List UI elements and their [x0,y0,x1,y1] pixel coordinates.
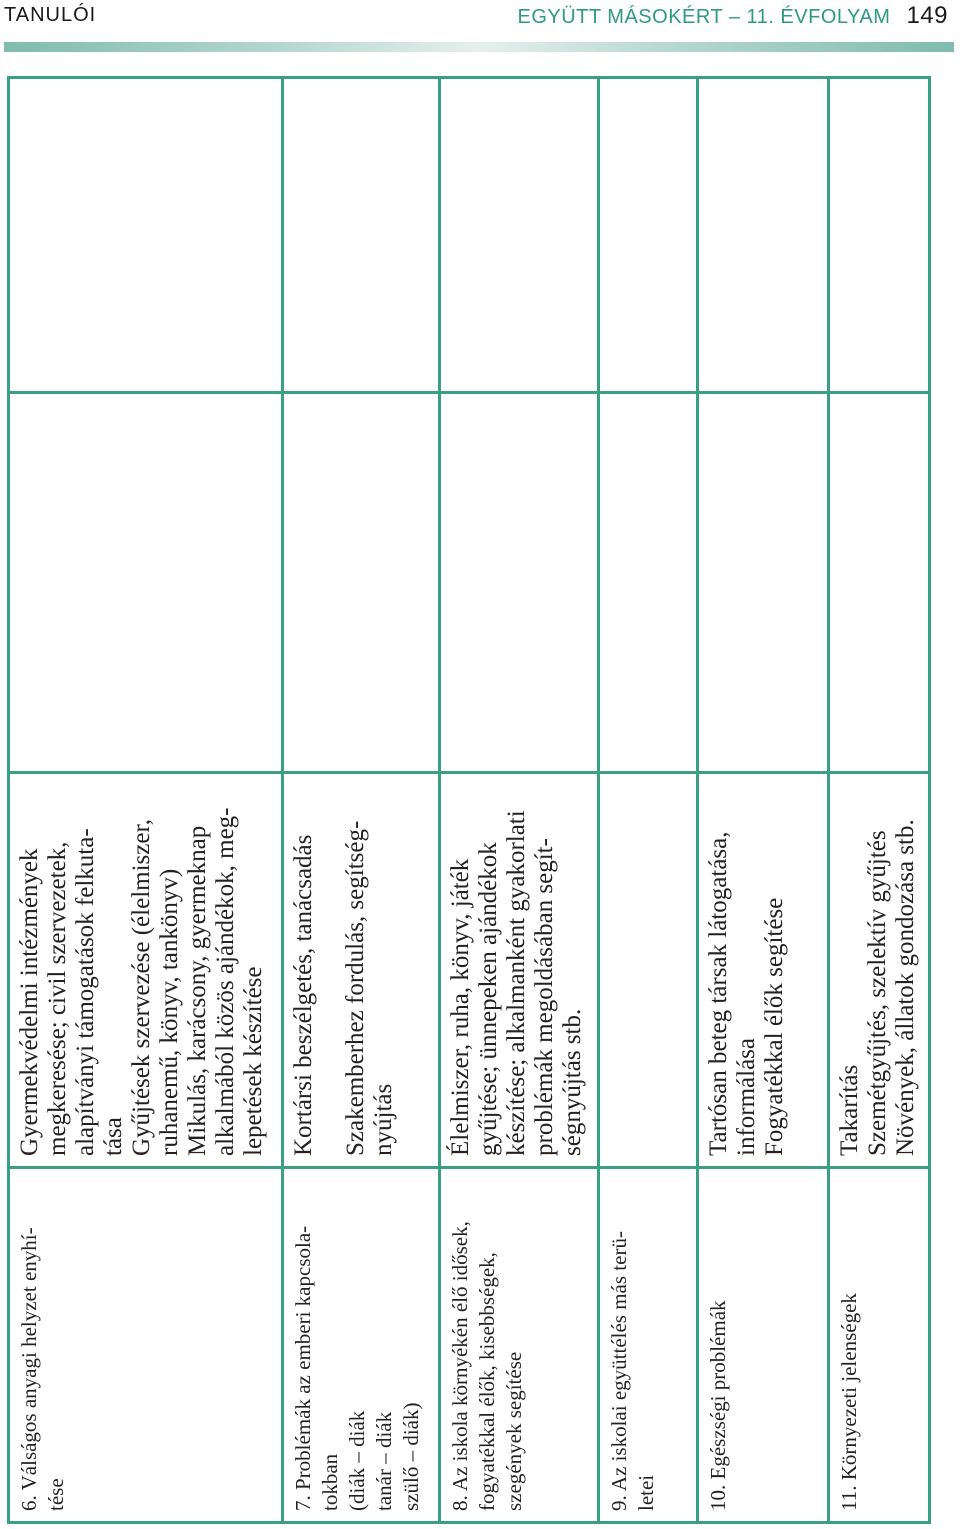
activity-line: Tartósan beteg társak látogatása, [705,831,733,1156]
activity-line: tása [100,1117,127,1156]
empty-cell [599,393,698,773]
empty-cell [282,78,440,393]
activity-line: informálása [733,1037,761,1156]
activity-line: Fogyatékkal élők segítése [761,897,789,1156]
activity-line: nyújtás [369,1083,397,1156]
topic-line: fogyatékkal élők, kisebbségek, [475,1252,500,1511]
empty-cell [828,393,929,773]
header-gradient-rule [4,42,954,52]
activities-cell [440,773,599,1168]
activity-line: ruhanemű, könyv, tankönyv) [156,868,183,1156]
activity-line: problémák megoldásában segít- [531,838,559,1156]
activities-cell [698,773,828,1168]
header-right-title: EGYÜTT MÁSOKÉRT – 11. ÉVFOLYAM [517,6,891,28]
activities-cell [599,773,698,1168]
empty-cell [698,78,828,393]
activity-line: ségnyújtás stb. [559,1008,587,1156]
activity-line: alapítványi támogatások felkuta- [72,828,99,1156]
empty-cell [282,393,440,773]
topic-line: tokban [317,1453,342,1511]
table-row [828,78,929,1523]
activity-line: Szemétgyűjtés, szelektív gyűjtés [863,830,891,1156]
topic-cell [599,1168,698,1523]
empty-cell [698,393,828,773]
activity-line: Takarítás [835,1064,863,1156]
topic-line: letei [634,1474,659,1511]
topic-cell [828,1168,929,1523]
page-header [0,0,960,36]
topic-line: szegények segítése [502,1351,527,1511]
activity-line: Mikulás, karácsony, gyermeknap [184,825,211,1156]
empty-cell [9,393,283,773]
table-row [599,78,698,1523]
topic-line: 9. Az iskolai együttélés más terü- [607,1231,632,1511]
topic-cell [9,1168,283,1523]
activity-line: Növények, állatok gondozása stb. [891,819,919,1156]
topic-line: 11. Környezeti jelenségek [836,1293,861,1511]
topic-line: tanár – diák [371,1411,396,1511]
topic-line: 8. Az iskola környékén élő idősek, [448,1221,473,1511]
topic-cell [282,1168,440,1523]
activity-line: gyűjtése; ünnepeken ajándékok [475,842,503,1156]
activity-line: alkalmából közös ajándékok, meg- [212,807,239,1156]
activities-cell [282,773,440,1168]
topic-line: tése [44,1478,68,1511]
activity-line: lepetések készítése [240,966,267,1156]
activity-line: Gyűjtések szervezése (élelmiszer, [128,818,155,1156]
topic-line: 6. Válságos anyagi helyzet enyhí- [17,1227,41,1511]
table-row [9,78,283,1523]
activity-line: Kortársi beszélgetés, tanácsadás [289,834,317,1156]
empty-cell [440,78,599,393]
empty-cell [9,78,283,393]
page-number: 149 [906,2,948,29]
activity-line: Szakemberhez fordulás, segítség- [341,820,369,1156]
activity-line: Gyermekvédelmi intézmények [16,848,43,1156]
topic-cell [440,1168,599,1523]
empty-cell [828,78,929,393]
table-row [440,78,599,1523]
rotated-table-container [7,79,931,1524]
empty-cell [599,78,698,393]
header-right [518,2,949,30]
topic-line: 10. Egészségi problémák [706,1300,731,1511]
header-left-title: TANULÓI [4,4,97,26]
topic-cell [698,1168,828,1523]
activities-cell [9,773,283,1168]
topic-line: 7. Problémák az emberi kapcsola- [290,1225,315,1511]
activities-cell [828,773,929,1168]
empty-cell [440,393,599,773]
activity-line: Élelmiszer, ruha, könyv, játék [447,858,475,1156]
activity-line: készítése; alkalmanként gyakorlati [503,810,531,1156]
topic-line: (diák – diák [344,1410,369,1511]
activity-line: megkeresése; civil szervezetek, [44,841,71,1156]
topic-line: szülő – diák) [398,1402,423,1511]
table-row [282,78,440,1523]
table-row [698,78,828,1523]
activities-table [7,76,931,1524]
